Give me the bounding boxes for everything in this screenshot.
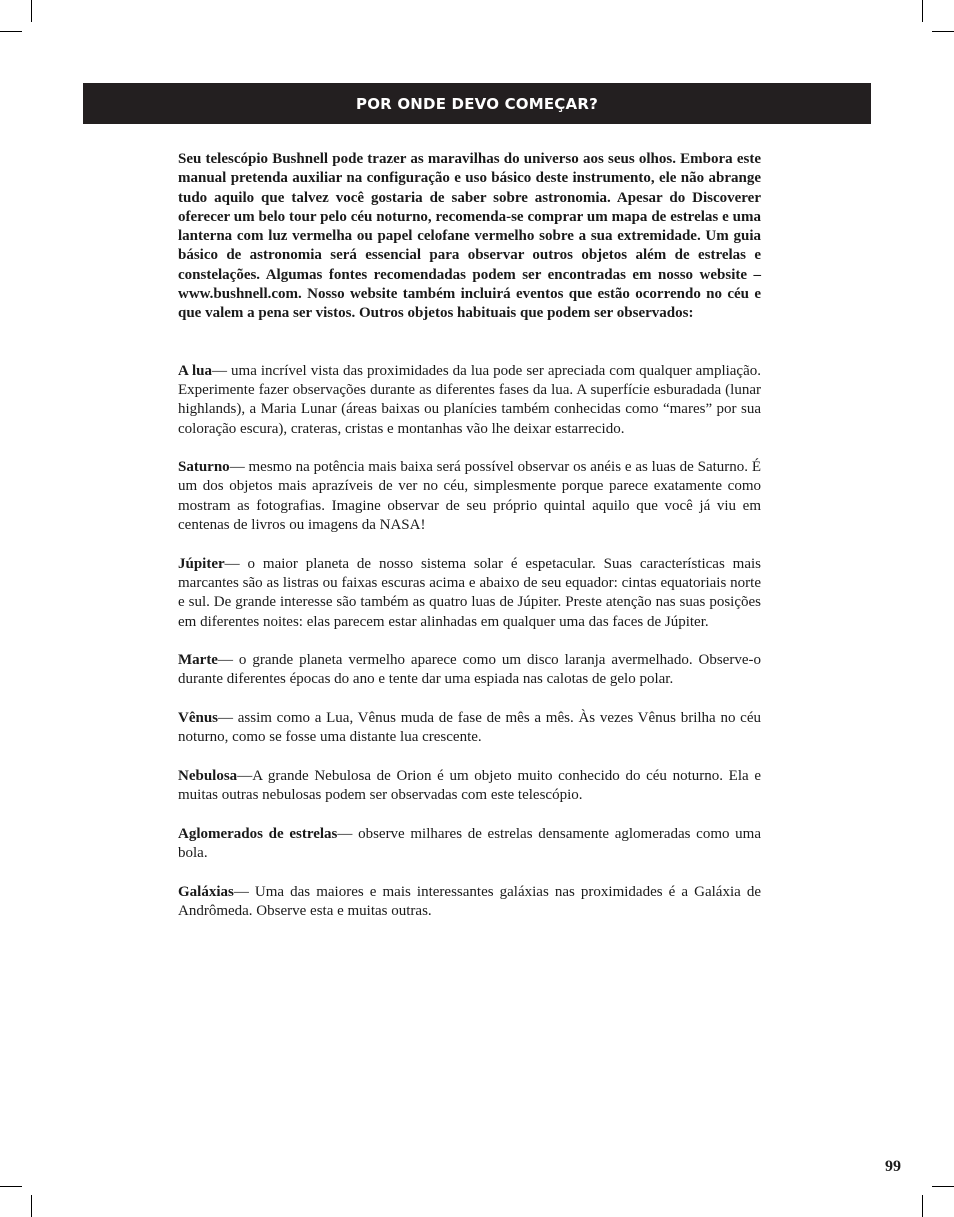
- item-text: — o grande planeta vermelho aparece como um disco laranja avermelhado. Observe-o durante diferentes épocas do ano e tente dar uma espiada nas calotas de gelo polar.: [178, 652, 761, 688]
- crop-mark: [932, 1186, 954, 1187]
- list-item-nebula: [178, 767, 761, 806]
- item-text: — Uma das maiores e mais interessantes galáxias nas proximidades é a Galáxia de Andrômeda. Observe esta e muitas outras.: [178, 883, 761, 919]
- list-item-jupiter: [178, 555, 761, 632]
- item-term: A lua: [178, 362, 213, 379]
- intro-paragraph: Seu telescópio Bushnell pode trazer as maravilhas do universo aos seus olhos. Embora este manual pretenda auxiliar na configuração e uso básico deste instrumento, ele não abrange tudo aquilo que talvez você gostaria de saber sobre astronomia. Apesar do Discoverer oferecer um belo tour pelo céu noturno, recomenda-se comprar um mapa de estrelas e uma lanterna com luz vermelha ou papel celofane vermelho sobre a sua extremidade. Um guia básico de astronomia será essencial para observar outros objetos além de estrelas e constelações. Algumas fontes recomendadas podem ser encontradas em nosso website – www.bushnell.com. Nosso website também incluirá eventos que estão ocorrendo no céu e que valem a pena ser vistos. Outros objetos habituais que podem ser observados:: [178, 151, 761, 322]
- list-item-mars: [178, 651, 761, 690]
- crop-mark: [31, 1195, 32, 1217]
- item-term: Galáxias: [178, 883, 234, 900]
- item-term: Aglomerados de estrelas: [178, 825, 338, 842]
- item-term: Vênus: [178, 710, 219, 727]
- item-term: Júpiter: [178, 555, 225, 572]
- page-number: 99: [885, 1158, 901, 1175]
- page-content: [178, 150, 761, 941]
- crop-mark: [0, 1186, 22, 1187]
- crop-mark: [922, 1195, 923, 1217]
- item-text: — mesmo na potência mais baixa será possível observar os anéis e as luas de Saturno. É um dos objetos mais aprazíveis de ver no céu, simplesmente porque parece exatamente como mostram as fotografias. Imagine observar de seu próprio quintal aquilo que você já viu em centenas de livros ou imagens da NASA!: [178, 459, 761, 534]
- list-item-moon: [178, 362, 761, 439]
- list-item-galaxies: [178, 883, 761, 922]
- crop-mark: [31, 0, 32, 22]
- list-item-saturn: [178, 458, 761, 535]
- item-text: — observe milhares de estrelas densamente aglomeradas como uma bola.: [178, 825, 762, 862]
- item-term: Marte: [178, 652, 218, 669]
- crop-mark: [932, 31, 954, 32]
- item-text: —A grande Nebulosa de Orion é um objeto muito conhecido do céu noturno. Ela e muitas outras nebulosas podem ser observadas com este telescópio.: [178, 767, 761, 804]
- section-header: [83, 83, 871, 124]
- item-text: — o maior planeta de nosso sistema solar é espetacular. Suas características mais marcantes são as listras ou faixas escuras acima e abaixo de seu equador: cintas equatoriais norte e sul. De grande interesse são também as quatro luas de Júpiter. Preste atenção nas suas posições em diferentes noites: elas parecem estar alinhadas em qualquer uma das faces de Júpiter.: [178, 555, 761, 630]
- section-title: POR ONDE DEVO COMEÇAR?: [356, 94, 598, 113]
- list-item-star-clusters: [178, 825, 761, 864]
- list-item-venus: [178, 709, 761, 748]
- item-text: — assim como a Lua, Vênus muda de fase de mês a mês. Às vezes Vênus brilha no céu noturno, como se fosse uma distante lua crescente.: [178, 710, 761, 746]
- crop-mark: [922, 0, 923, 22]
- item-term: Saturno: [178, 459, 230, 476]
- item-text: — uma incrível vista das proximidades da lua pode ser apreciada com qualquer ampliação. Experimente fazer observações durante as diferentes fases da lua. A superfície esburadada (lunar highlands), a Maria Lunar (áreas baixas ou planícies também conhecidas como “mares” por sua coloração escura), crateras, cristas e montanhas vão lhe deixar estarrecido.: [178, 362, 762, 437]
- item-term: Nebulosa: [178, 767, 238, 784]
- crop-mark: [0, 31, 22, 32]
